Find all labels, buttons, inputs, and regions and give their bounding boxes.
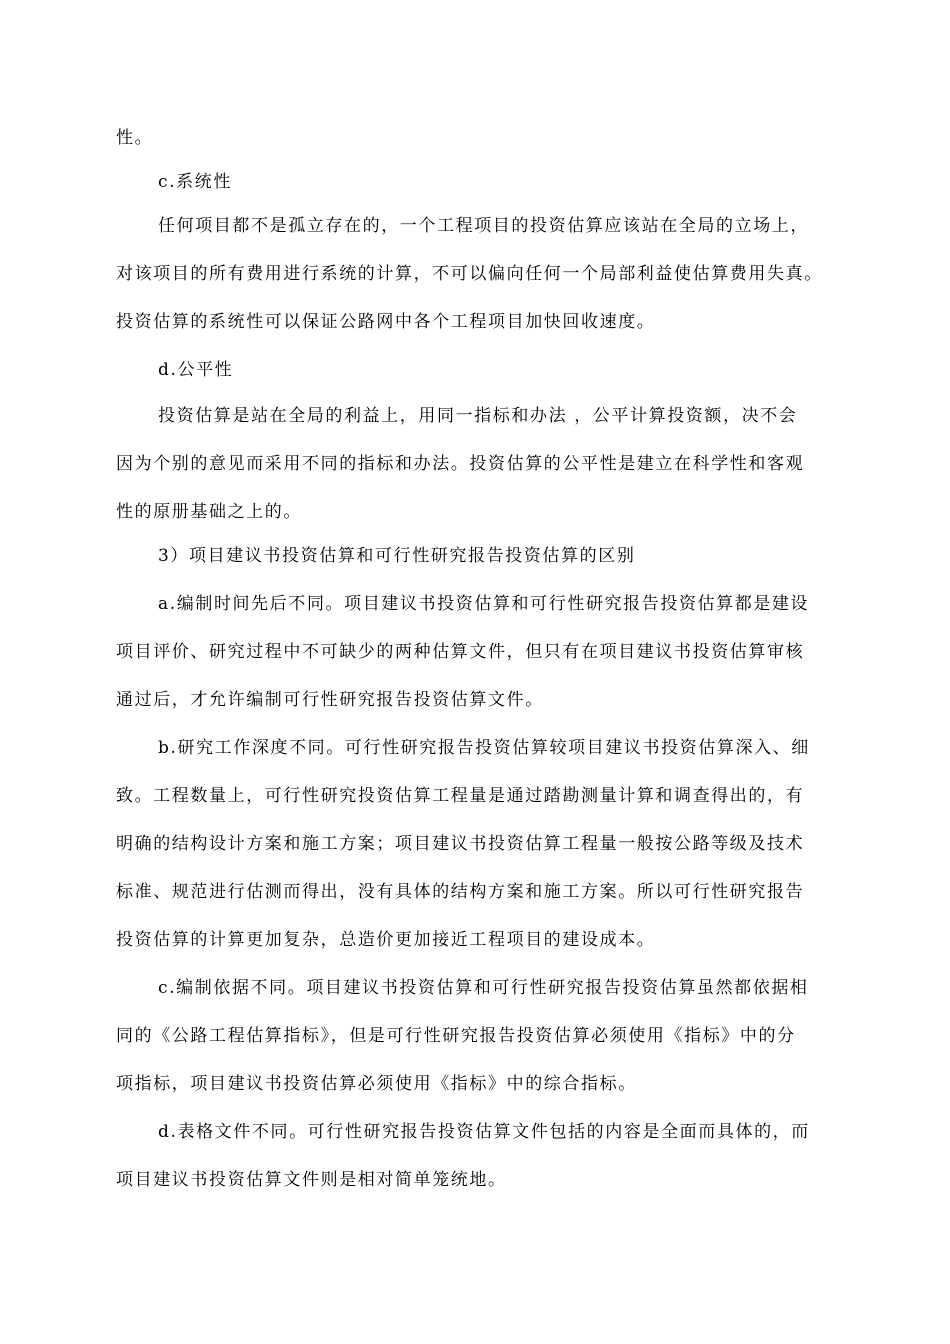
text-line: a.编制时间先后不同。项目建议书投资估算和可行性研究报告投资估算都是建设 bbox=[158, 594, 810, 614]
text-line: 投资估算的系统性可以保证公路网中各个工程项目加快回收速度。 bbox=[116, 312, 656, 332]
text-line: 性的原册基础之上的。 bbox=[116, 502, 302, 522]
text-line: 同的《公路工程估算指标》，但是可行性研究报告投资估算必须使用《指标》中的分 bbox=[116, 1026, 796, 1046]
section-heading: 3）项目建议书投资估算和可行性研究报告投资估算的区别 bbox=[158, 546, 636, 566]
text-line: 因为个别的意见而采用不同的指标和办法。投资估算的公平性是建立在科学性和客观 bbox=[116, 454, 805, 474]
text-line: 通过后，才允许编制可行性研究报告投资估算文件。 bbox=[116, 690, 544, 710]
text-line: b.研究工作深度不同。可行性研究报告投资估算较项目建议书投资估算深入、细 bbox=[158, 738, 810, 758]
text-line: 明确的结构设计方案和施工方案；项目建议书投资估算工程量一般按公路等级及技术 bbox=[116, 834, 805, 854]
text-line: 任何项目都不是孤立存在的，一个工程项目的投资估算应该站在全局的立场上， bbox=[158, 216, 809, 236]
text-line: 致。工程数量上，可行性研究投资估算工程量是通过踏勘测量计算和调查得出的，有 bbox=[116, 786, 805, 806]
text-line: 项指标，项目建议书投资估算必须使用《指标》中的综合指标。 bbox=[116, 1074, 637, 1094]
text-line: d.表格文件不同。可行性研究报告投资估算文件包括的内容是全面而具体的，而 bbox=[158, 1122, 810, 1142]
text-line: 项目建议书投资估算文件则是相对简单笼统地。 bbox=[116, 1170, 507, 1190]
text-line: 项目评价、研究过程中不可缺少的两种估算文件，但只有在项目建议书投资估算审核 bbox=[116, 642, 805, 662]
text-line: 投资估算的计算更加复杂，总造价更加接近工程项目的建设成本。 bbox=[116, 930, 656, 950]
section-heading: d.公平性 bbox=[158, 360, 234, 380]
text-line: 对该项目的所有费用进行系统的计算，不可以偏向任何一个局部利益使估算费用失真。 bbox=[116, 264, 823, 284]
text-line: c.编制依据不同。项目建议书投资估算和可行性研究报告投资估算虽然都依据相 bbox=[158, 978, 809, 998]
text-line: 性。 bbox=[116, 128, 154, 148]
text-line: 投资估算是站在全局的利益上，用同一指标和办法 ，公平计算投资额，决不会 bbox=[158, 406, 798, 426]
section-heading: c.系统性 bbox=[158, 172, 232, 192]
text-line: 标准、规范进行估测而得出，没有具体的结构方案和施工方案。所以可行性研究报告 bbox=[116, 882, 805, 902]
